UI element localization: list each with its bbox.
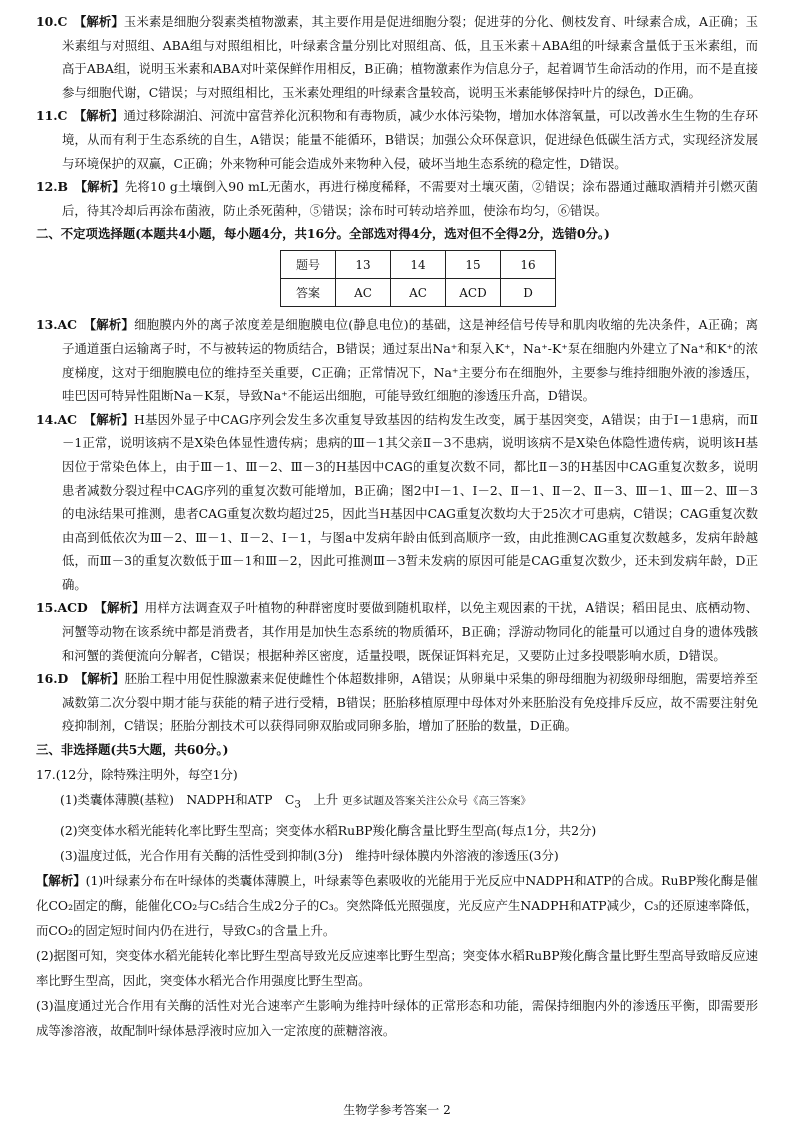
table-cell: 13 xyxy=(336,251,391,279)
table-row xyxy=(281,279,556,307)
table-answer-label: 答案 xyxy=(281,279,336,307)
table-header-label: 题号 xyxy=(281,251,336,279)
q17-a1-text: (1)类囊体薄膜(基粒) NADPH和ATP C xyxy=(60,792,295,808)
q17-explanation-2: (2)据图可知，突变体水稻光能转化率比野生型高导致光反应速率比野生型高；突变体水稻RuBP羧化酶含量比野生型高导致暗反应速率比野生型高，因此，突变体水稻光合作用强度比野生型高。 xyxy=(36,947,758,988)
table-cell: 15 xyxy=(446,251,501,279)
q13-number: 13.AC xyxy=(36,317,78,333)
answer-table xyxy=(280,250,556,307)
table-cell: AC xyxy=(391,279,446,307)
answer-q16 xyxy=(36,667,758,738)
answer-q11 xyxy=(36,104,758,175)
answer-q12 xyxy=(36,175,758,222)
q16-text: 胚胎工程中用促性腺激素来促使雌性个体超数排卵，A错误；从卵巢中采集的卵母细胞为初级卵母细胞，需要培养至减数第二次分裂中期才能与获能的精子进行受精，B错误；胚胎移植原理中母体对外来胚胎没有免疫排斥反应，故不需要注射免疫抑制剂，C错误；胚胎分割技术可以获得同卵双胎或同卵多胎，增加了胚胎的数量，D正确。 xyxy=(62,671,759,734)
table-cell: 16 xyxy=(501,251,556,279)
q14-number: 14.AC xyxy=(36,411,78,427)
q17-a1-note: 更多试题及答案关注公众号《高三答案》 xyxy=(342,795,532,808)
table-cell: ACD xyxy=(446,279,501,307)
q16-number: 16.D xyxy=(36,671,69,687)
page-footer: 生物学参考答案一 2 xyxy=(343,1103,451,1117)
q11-text: 通过移除湖泊、河流中富营养化沉积物和有毒物质，减少水体污染物，增加水体溶氧量，可以改善水生生物的生存环境，从而有利于生态系统的自生，A错误；能量不能循环，B错误；加强公众环保意识，促进绿色低碳生活方式，实现经济发展与环境保护的双赢，C正确；外来物种可能会造成外来物种入侵，破坏当地生态系统的稳定性，D错误。 xyxy=(62,108,759,171)
answer-content xyxy=(36,10,758,1043)
section-3-heading: 三、非选择题(共5大题，共60分。) xyxy=(36,742,229,758)
q17-heading: 17.(12分，除特殊注明外，每空1分) xyxy=(36,767,238,783)
q14-text: H基因外显子中CAG序列会发生多次重复导致基因的结构发生改变，属于基因突变，A错误；由于Ⅰ－1患病，而Ⅱ－1正常，说明该病不是X染色体显性遗传病；患病的Ⅲ－1其父亲Ⅱ－3不患病，说明该病不是X染色体隐性遗传病，说明该H基因位于常染色体上，由于Ⅲ－1、Ⅲ－2、Ⅲ－3的H基因中CAG的重复次数不同，都比Ⅱ－3的H基因中CAG重复次数多，说明患者减数分裂过程中CAG序列的重复次数可能增加，B正确；图2中Ⅰ－1、Ⅰ－2、Ⅱ－1、Ⅱ－2、Ⅱ－3、Ⅲ－1、Ⅲ－2、Ⅲ－3的电泳结果可推测，患者CAG重复次数均超过25，因此当H基因中CAG重复次数均大于25次才可患病，C错误；CAG重复次数由高到低依次为Ⅲ－2、Ⅲ－1、Ⅱ－2、Ⅰ－1，与图a中发病年龄由低到高顺序一致，由此推测CAG重复次数越多，发病年龄越低，而Ⅲ－3的重复次数低于Ⅲ－1和Ⅲ－2，因此可推测Ⅲ－3暂未发病的原因可能是CAG重复次数少，还未到发病年龄，D正确。 xyxy=(62,411,759,592)
q13-text: 细胞膜内外的离子浓度差是细胞膜电位(静息电位)的基础，这是神经信号传导和肌肉收缩的先决条件，A正确；离子通道蛋白运输离子时，不与被转运的物质结合，B错误；通过泵出Na⁺和泵入K⁺，Na⁺-K⁺泵在细胞内外建立了Na⁺和K⁺的浓度梯度，这对于细胞膜电位的维持至关重要，C正确；正常情况下，Na⁺主要分布在细胞外，主要参与维持细胞外液的渗透压，哇巴因可特异性阻断Na－K泵，导致Na⁺不能运出细胞，可能导致红细胞的渗透压升高，D错误。 xyxy=(62,317,758,404)
section-2-heading: 二、不定项选择题(本题共4小题，每小题4分，共16分。全部选对得4分，选对但不全得2分，选错0分。) xyxy=(36,226,610,242)
q17-a1-subscript: 3 xyxy=(294,798,301,811)
q11-number: 11.C xyxy=(36,108,68,124)
q15-analysis-tag: 【解析】 xyxy=(100,600,145,616)
table-cell: AC xyxy=(336,279,391,307)
answer-q15 xyxy=(36,596,758,667)
answer-q14 xyxy=(36,408,758,597)
table-cell: 14 xyxy=(391,251,446,279)
q17-answer-1 xyxy=(36,787,758,817)
q11-analysis-tag: 【解析】 xyxy=(79,108,124,124)
q10-analysis-tag: 【解析】 xyxy=(80,14,124,29)
q12-analysis-tag: 【解析】 xyxy=(80,179,125,195)
q17-a1-up: 上升 xyxy=(300,792,339,808)
table-cell: D xyxy=(501,279,556,307)
q17-e1-text: (1)叶绿素分布在叶绿体的类囊体薄膜上，叶绿素等色素吸收的光能用于光反应中NADPH和ATP的合成。RuBP羧化酶是催化CO₂固定的酶，能催化CO₂与C₅结合生成2分子的C₃。突然降低光照强度，光反应产生NADPH和ATP减少，C₃的还原速率降低，而CO₂的固定短时间内仍在进行，导致C₃的含量上升。 xyxy=(36,872,759,938)
q10-text: 玉米素是细胞分裂素类植物激素，其主要作用是促进细胞分裂；促进芽的分化、侧枝发育、叶绿素合成，A正确；玉米素组与对照组、ABA组与对照组相比，叶绿素含量分别比对照组高、低，且玉米素＋ABA组的叶绿素含量低于玉米素组，而高于ABA组，说明玉米素和ABA对叶菜保鲜作用相反，B正确；植物激素作为信息分子，起着调节生命活动的作用，而不是直接参与细胞代谢，C错误；与对照组相比，玉米素处理组的叶绿素含量较高，说明玉米素能够保持叶片的绿色，D正确。 xyxy=(62,14,759,100)
answer-q13 xyxy=(36,313,758,407)
table-row xyxy=(281,251,556,279)
q13-analysis-tag: 【解析】 xyxy=(89,317,135,333)
q12-text: 先将10 g土壤倒入90 mL无菌水，再进行梯度稀释，不需要对土壤灭菌，②错误；涂布器通过蘸取酒精并引燃灭菌后，待其冷却后再涂布菌液，防止杀死菌种，⑤错误；涂布时可转动培养皿，使涂布均匀，⑥错误。 xyxy=(62,179,759,218)
q15-text: 用样方法调查双子叶植物的种群密度时要做到随机取样，以免主观因素的干扰，A错误；稻田昆虫、底栖动物、河蟹等动物在该系统中都是消费者，其作用是加快生态系统的物质循环，B正确；浮游动物同化的能量可以通过自身的遗体残骸和河蟹的粪便流向分解者，C错误；根据种养区密度，适量投喂，既保证饵料充足，又要防止过多投喂影响水质，D错误。 xyxy=(62,600,759,663)
q17-answer-3: (3)温度过低，光合作用有关酶的活性受到抑制(3分) 维持叶绿体膜内外溶液的渗透压(3分) xyxy=(60,847,559,863)
q14-analysis-tag: 【解析】 xyxy=(89,411,135,427)
q10-number: 10.C xyxy=(36,14,68,29)
q17-answer-2: (2)突变体水稻光能转化率比野生型高；突变体水稻RuBP羧化酶含量比野生型高(每点1分，共2分) xyxy=(60,822,597,838)
q17-analysis-tag: 【解析】 xyxy=(36,872,86,888)
q17-explanation-3: (3)温度通过光合作用有关酶的活性对光合速率产生影响为维持叶绿体的正常形态和功能，需保持细胞内外的渗透压平衡，即需要形成等渗溶液，故配制叶绿体悬浮液时应加入一定浓度的蔗糖溶液。 xyxy=(36,997,758,1038)
answer-q10 xyxy=(36,10,758,104)
q17-explanation-1 xyxy=(36,868,758,943)
q12-number: 12.B xyxy=(36,179,69,195)
q16-analysis-tag: 【解析】 xyxy=(80,671,125,687)
q15-number: 15.ACD xyxy=(36,600,88,616)
